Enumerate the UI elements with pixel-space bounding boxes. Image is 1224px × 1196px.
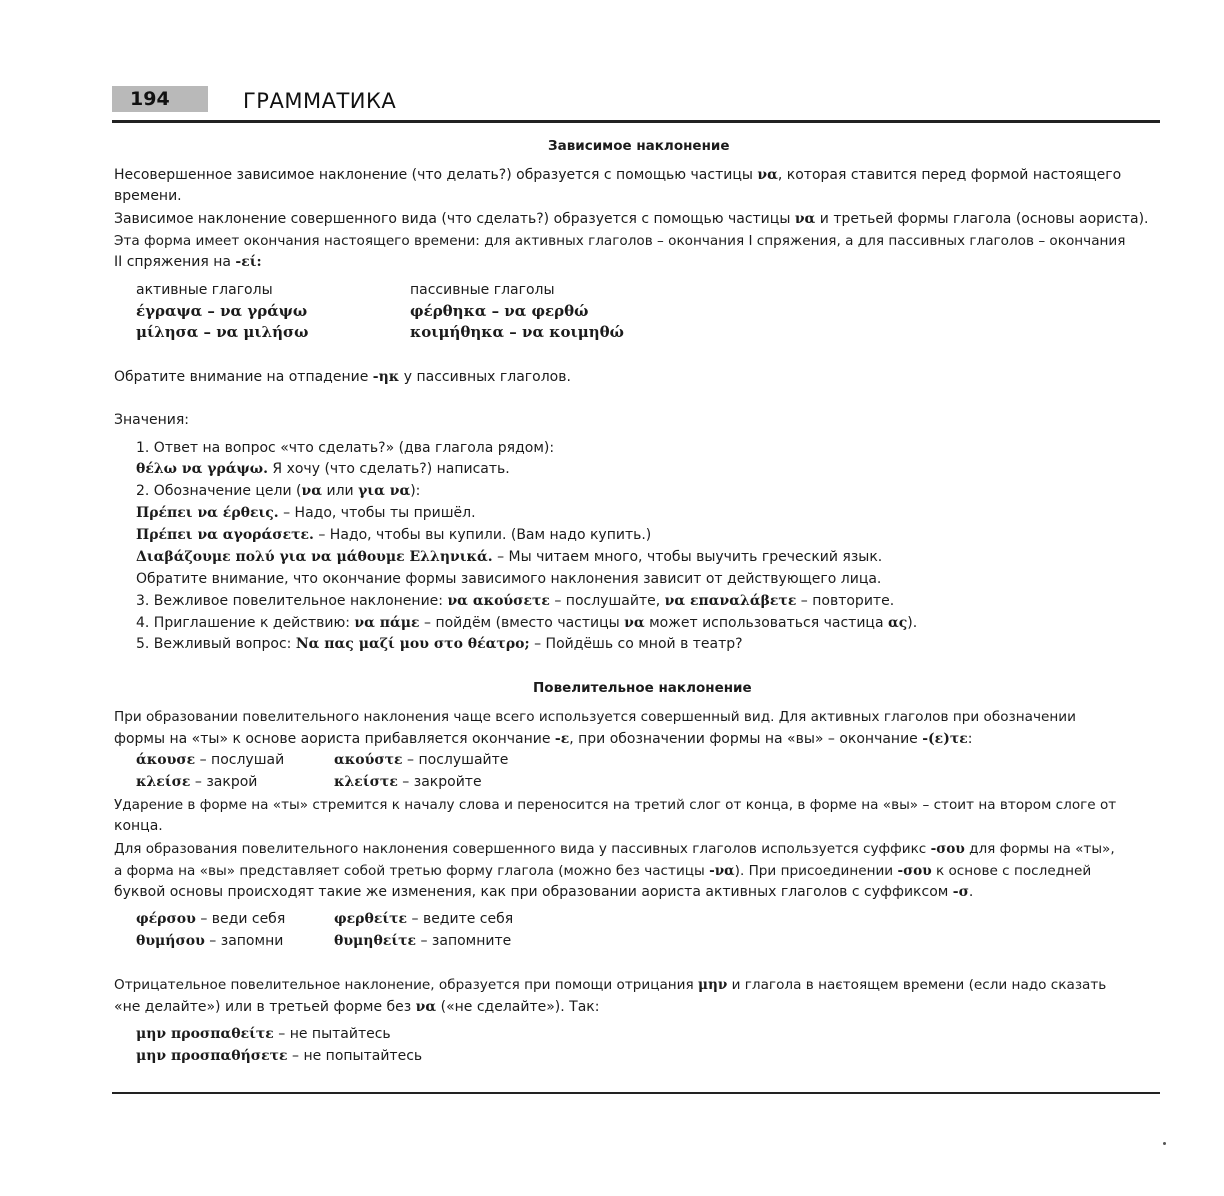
text-span: – послушайте, (549, 593, 665, 609)
text-span: – пойдём (вместо частицы (419, 615, 625, 631)
example-line (334, 931, 511, 951)
text-span: , при обозначении формы на «вы» – окончание (569, 731, 923, 747)
bottom-rule (112, 1092, 1160, 1094)
active-example: έγραψα – να γράψω (136, 302, 308, 320)
example-line (136, 909, 285, 929)
greek-term: -εί: (235, 254, 262, 270)
text-span: Обратите внимание на отпадение (114, 369, 373, 385)
greek-term: να (624, 615, 645, 631)
text-span: – веди себя (195, 911, 286, 927)
paragraph-line (114, 209, 1149, 229)
text-span: к основе с последней (931, 863, 1092, 879)
greek-term: Διαβάζουμε πολύ για να μάθουμε Ελληνικά. (136, 549, 493, 565)
paragraph-line (114, 975, 1106, 995)
greek-term: άκουσε (136, 752, 196, 768)
greek-term: θυμήσου (136, 933, 205, 949)
text-span: – послушай (195, 752, 285, 768)
list-item (136, 591, 894, 611)
greek-term: κλείσε (136, 774, 191, 790)
example-line (136, 503, 476, 523)
text-span: 3. Вежливое повелительное наклонение: (136, 593, 448, 609)
greek-term: -(ε)τε (922, 731, 968, 747)
text-span: ): (410, 483, 421, 499)
text-span: («не сделайте»). Так: (436, 999, 600, 1015)
text-span: – Пойдёшь со мной в театр? (529, 636, 743, 652)
running-title: ГРАММАТИКА (243, 89, 397, 113)
text-span: – закрой (190, 774, 258, 790)
greek-term: να ακούσετε (447, 593, 550, 609)
text-span: – не пытайтесь (273, 1026, 391, 1042)
list-item (136, 634, 743, 654)
paragraph-line: Эта форма имеет окончания настоящего времени: для активных глаголов – окончания I спряжения, а для пассивных глаголов – окончания (114, 233, 1126, 249)
paragraph-line (114, 997, 599, 1017)
text-span: Несовершенное зависимое наклонение (что делать?) образуется с помощью частицы (114, 167, 758, 183)
greek-term: -ε (554, 731, 570, 747)
text-span: – запомните (416, 933, 512, 949)
greek-term: να επαναλάβετε (664, 593, 797, 609)
text-span: – Надо, чтобы ты пришёл. (278, 505, 476, 521)
text-span: – не попытайтесь (287, 1048, 423, 1064)
text-span: для формы на «ты», (964, 841, 1115, 857)
example-line (136, 547, 882, 567)
text-span: : (967, 731, 973, 747)
greek-term: Πρέπει να αγοράσετε. (136, 527, 314, 543)
greek-term: -ηκ (372, 369, 400, 385)
paragraph-line: Ударение в форме на «ты» стремится к началу слова и переносится на третий слог от конца, в форме на «вы» – стоит на втором слоге от (114, 797, 1117, 813)
greek-term: -σου (930, 841, 965, 857)
text-span: или (322, 483, 359, 499)
greek-term: κλείστε (334, 774, 398, 790)
text-span: – Надо, чтобы вы купили. (Вам надо купить.) (313, 527, 652, 543)
text-span: Я хочу (что сделать?) написать. (267, 461, 510, 477)
text-span: – послушайте (402, 752, 509, 768)
text-span: ). (907, 615, 918, 631)
note-line: Обратите внимание, что окончание формы зависимого наклонения зависит от действующего лица. (136, 571, 882, 587)
list-item (136, 613, 917, 633)
greek-term: θυμηθείτε (334, 933, 417, 949)
paragraph-line (114, 882, 973, 902)
example-line (334, 909, 513, 929)
paragraph-line (114, 252, 262, 272)
text-span: а форма на «вы» представляет собой третью форму глагола (можно без частицы (114, 863, 710, 879)
text-span: – Мы читаем много, чтобы выучить греческий язык. (492, 549, 883, 565)
passive-example: κοιμήθηκα – να κοιμηθώ (410, 323, 624, 341)
list-item: 1. Ответ на вопрос «что сделать?» (два глагола рядом): (136, 440, 555, 456)
greek-term: να (794, 211, 816, 227)
example-line (136, 459, 510, 479)
example-line (334, 772, 482, 792)
example-line (136, 1024, 391, 1044)
text-span: . (968, 884, 974, 900)
text-span: – закройте (397, 774, 482, 790)
section-title-subjunctive: Зависимое наклонение (548, 138, 730, 154)
greek-term: φέρσου (136, 911, 196, 927)
note-line (114, 367, 571, 387)
text-span: Для образования повелительного наклонения совершенного вида у пассивных глаголов используется суффикс (114, 841, 931, 857)
greek-term: θέλω να γράψω. (136, 461, 268, 477)
greek-term: -σου (897, 863, 932, 879)
greek-term: να πάμε (354, 615, 420, 631)
text-span: и глагола в наєтоящем времени (если надо сказать (727, 977, 1107, 993)
greek-term: Πρέπει να έρθεις. (136, 505, 279, 521)
example-line (136, 1046, 422, 1066)
example-line (136, 931, 283, 951)
passive-verbs-header: пассивные глаголы (410, 282, 555, 298)
greek-term: να (415, 999, 437, 1015)
text-span: «не делайте») или в третьей форме без (114, 999, 416, 1015)
example-line (334, 750, 508, 770)
greek-term: για να (358, 483, 411, 499)
greek-term: να (301, 483, 323, 499)
greek-term: να (757, 167, 778, 183)
text-span: – запомни (204, 933, 284, 949)
text-span: у пассивных глаголов. (399, 369, 571, 385)
text-span: II спряжения на (114, 254, 236, 270)
paragraph-line: конца. (114, 818, 163, 834)
paragraph-line: При образовании повелительного наклонения чаще всего используется совершенный вид. Для активных глаголов при обозначении (114, 709, 1076, 725)
text-span: , которая ставится перед формой настоящего (777, 167, 1122, 183)
example-line (136, 750, 284, 770)
example-line (136, 772, 257, 792)
passive-example: φέρθηκα – να φερθώ (410, 302, 589, 320)
greek-term: μην προσπαθήσετε (136, 1048, 288, 1064)
print-speck (1163, 1142, 1166, 1145)
text-span: Зависимое наклонение совершенного вида (что сделать?) образуется с помощью частицы (114, 211, 795, 227)
text-span: ). При присоединении (734, 863, 898, 879)
section-title-imperative: Повелительное наклонение (533, 680, 752, 696)
text-span: Отрицательное повелительное наклонение, образуется при помощи отрицания (114, 977, 699, 993)
text-span: и третьей формы глагола (основы аориста). (815, 211, 1149, 227)
text-span: – ведите себя (407, 911, 514, 927)
top-rule (112, 120, 1160, 123)
text-span: формы на «ты» к основе аориста прибавляется окончание (114, 731, 555, 747)
paragraph-line: времени. (114, 188, 182, 204)
text-span: 4. Приглашение к действию: (136, 615, 355, 631)
greek-term: -σ (952, 884, 969, 900)
greek-term: Να πας μαζί μου στο θέατρο; (295, 636, 530, 652)
paragraph-line (114, 839, 1115, 859)
paragraph-line (114, 861, 1091, 881)
text-span: 5. Вежливый вопрос: (136, 636, 296, 652)
greek-term: ας (887, 615, 908, 631)
paragraph-line (114, 165, 1121, 185)
greek-term: μην (698, 977, 728, 993)
text-span: может использоваться частица (644, 615, 888, 631)
greek-term: ακούστε (334, 752, 403, 768)
text-span: 2. Обозначение цели ( (136, 483, 302, 499)
greek-term: -να (709, 863, 735, 879)
active-verbs-header: активные глаголы (136, 282, 273, 298)
list-item (136, 481, 420, 501)
paragraph-line (114, 729, 972, 749)
meanings-label: Значения: (114, 412, 189, 428)
greek-term: φερθείτε (334, 911, 408, 927)
active-example: μίλησα – να μιλήσω (136, 323, 309, 341)
text-span: буквой основы происходят такие же изменения, как при образовании аориста активных глаголов с суффиксом (114, 884, 953, 900)
greek-term: μην προσπαθείτε (136, 1026, 274, 1042)
text-span: – повторите. (796, 593, 895, 609)
page-number: 194 (130, 88, 170, 110)
example-line (136, 525, 651, 545)
